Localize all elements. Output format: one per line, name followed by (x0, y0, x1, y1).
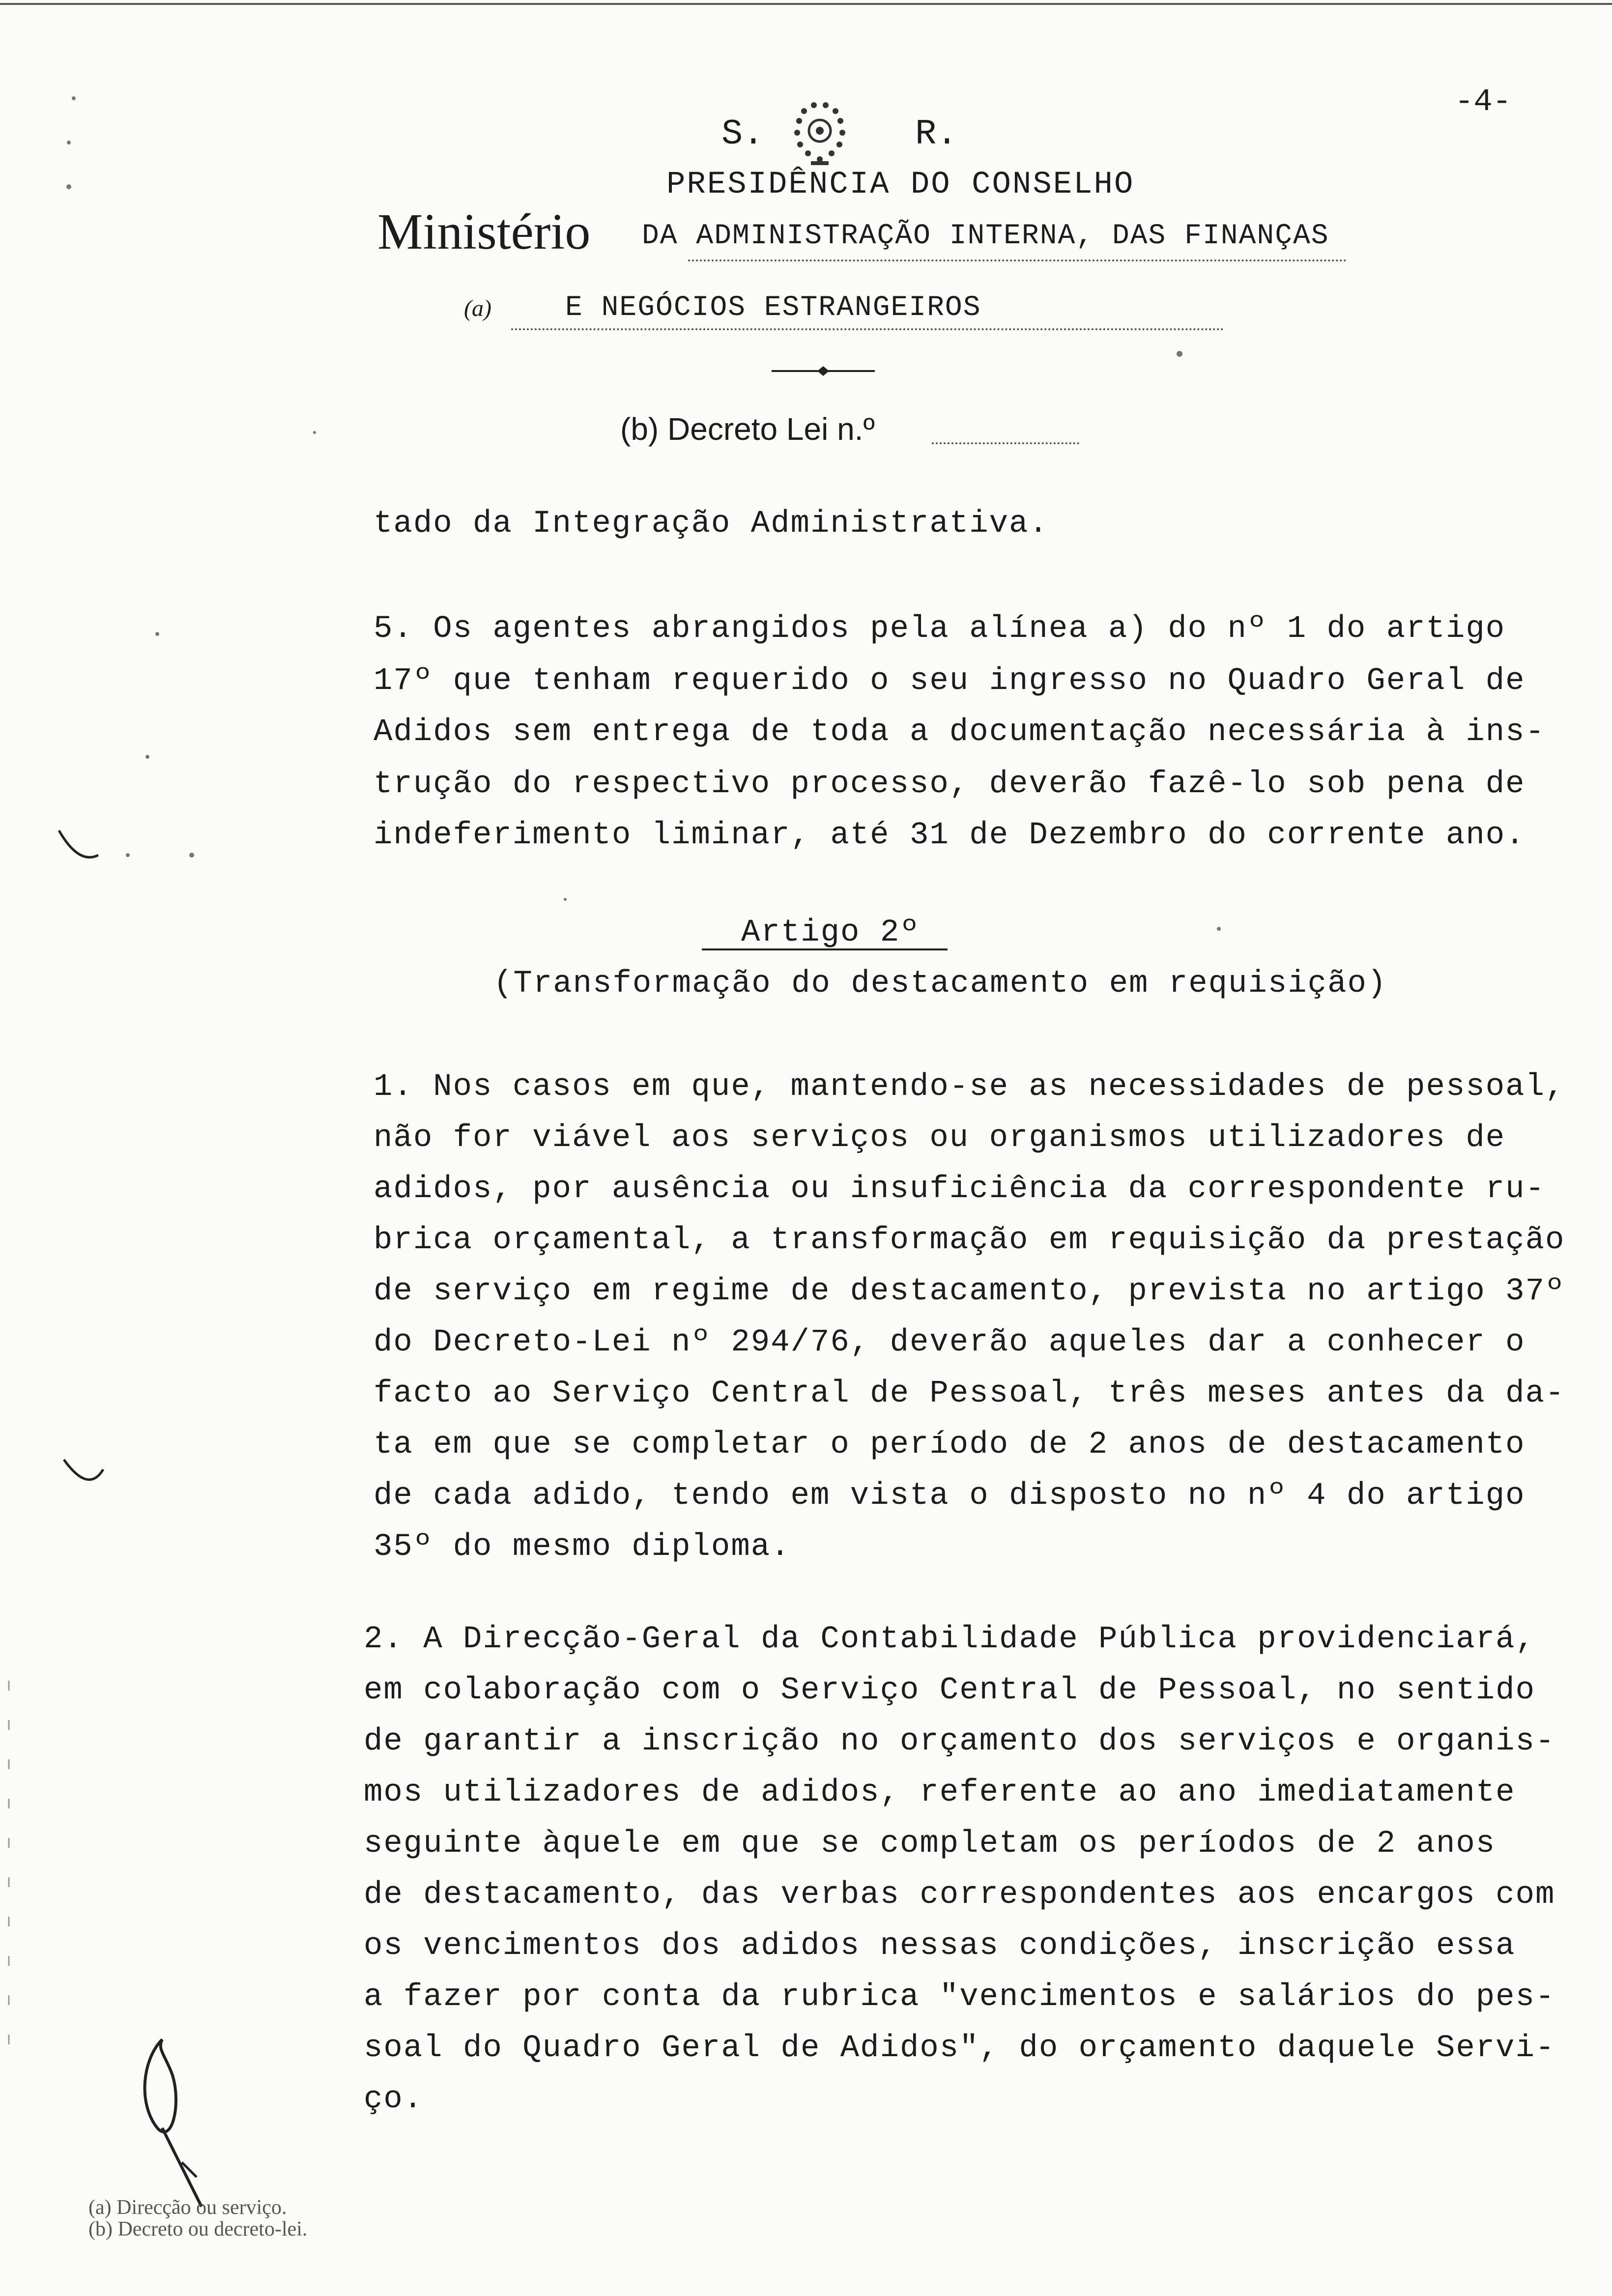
page-number: -4- (1455, 85, 1512, 120)
body-line: ço. (364, 2082, 424, 2117)
footnote-marker-a: (a) (464, 295, 491, 321)
ministry-name-continued: E NEGÓCIOS ESTRANGEIROS (565, 292, 981, 324)
handwritten-loop-mark-icon (128, 2030, 216, 2216)
article-title-underline (702, 948, 948, 950)
sr-right-letter: R. (915, 114, 958, 154)
body-line: indeferimento liminar, até 31 de Dezembro do corrente ano. (374, 818, 1526, 853)
footnote-b: (b) Decreto ou decreto-lei. (88, 2218, 308, 2240)
body-line: tado da Integração Administrativa. (374, 506, 1049, 542)
body-line: 5. Os agentes abrangidos pela alínea a) do nº 1 do artigo (374, 611, 1506, 647)
article-title: Artigo 2º (741, 915, 920, 950)
body-line: de garantir a inscrição no orçamento dos serviços e organis- (364, 1724, 1555, 1759)
body-line: 1. Nos casos em que, mantendo-se as necessidades de pessoal, (374, 1069, 1565, 1105)
ministry-dotted-line (688, 259, 1347, 261)
body-line: seguinte àquele em que se completam os períodos de 2 anos (364, 1826, 1496, 1862)
body-line: a fazer por conta da rubrica "vencimentos e salários do pes- (364, 1980, 1555, 2015)
decree-number-label: (b) Decreto Lei n.º (620, 411, 875, 447)
body-line: de destacamento, das verbas correspondentes aos encargos com (364, 1877, 1555, 1913)
top-edge-rule (0, 3, 1612, 5)
body-line: de cada adido, tendo em vista o disposto no nº 4 do artigo (374, 1478, 1526, 1514)
body-line: mos utilizadores de adidos, referente ao ano imediatamente (364, 1775, 1516, 1810)
coat-of-arms-emblem-icon (770, 96, 870, 170)
body-line: ta em que se completar o período de 2 anos de destacamento (374, 1427, 1526, 1463)
body-line: os vencimentos dos adidos nessas condições, inscrição essa (364, 1928, 1516, 1964)
body-line: Adidos sem entrega de toda a documentação necessária à ins- (374, 715, 1545, 750)
body-line: brica orçamental, a transformação em requisição da prestação (374, 1223, 1565, 1258)
diamond-separator-icon (772, 364, 875, 378)
decree-number-dotted-line (932, 442, 1079, 444)
ministry-name: DA ADMINISTRAÇÃO INTERNA, DAS FINANÇAS (642, 220, 1329, 252)
body-line: 35º do mesmo diploma. (374, 1529, 791, 1565)
body-line: soal do Quadro Geral de Adidos", do orçamento daquele Servi- (364, 2031, 1555, 2066)
body-line: 17º que tenham requerido o seu ingresso no Quadro Geral de (374, 663, 1526, 699)
body-line: trução do respectivo processo, deverão fazê-lo sob pena de (374, 767, 1526, 802)
presidency-title: PRESIDÊNCIA DO CONSELHO (666, 167, 1135, 202)
body-line: facto ao Serviço Central de Pessoal, três meses antes da da- (374, 1376, 1565, 1411)
ministry-word: Ministério (377, 203, 591, 260)
body-line: adidos, por ausência ou insuficiência da correspondente ru- (374, 1172, 1545, 1207)
body-line: não for viável aos serviços ou organismos utilizadores de (374, 1120, 1506, 1156)
body-line: do Decreto-Lei nº 294/76, deverão aqueles dar a conhecer o (374, 1325, 1526, 1360)
body-line: de serviço em regime de destacamento, prevista no artigo 37º (374, 1274, 1565, 1309)
ministry-line2-dotted-line (511, 328, 1224, 330)
body-line: em colaboração com o Serviço Central de Pessoal, no sentido (364, 1673, 1535, 1708)
sr-left-letter: S. (721, 114, 764, 154)
footnote-a: (a) Direcção ou serviço. (88, 2196, 287, 2219)
article-subtitle: (Transformação do destacamento em requisição) (493, 966, 1387, 1002)
body-line: 2. A Direcção-Geral da Contabilidade Pública providenciará, (364, 1622, 1535, 1657)
